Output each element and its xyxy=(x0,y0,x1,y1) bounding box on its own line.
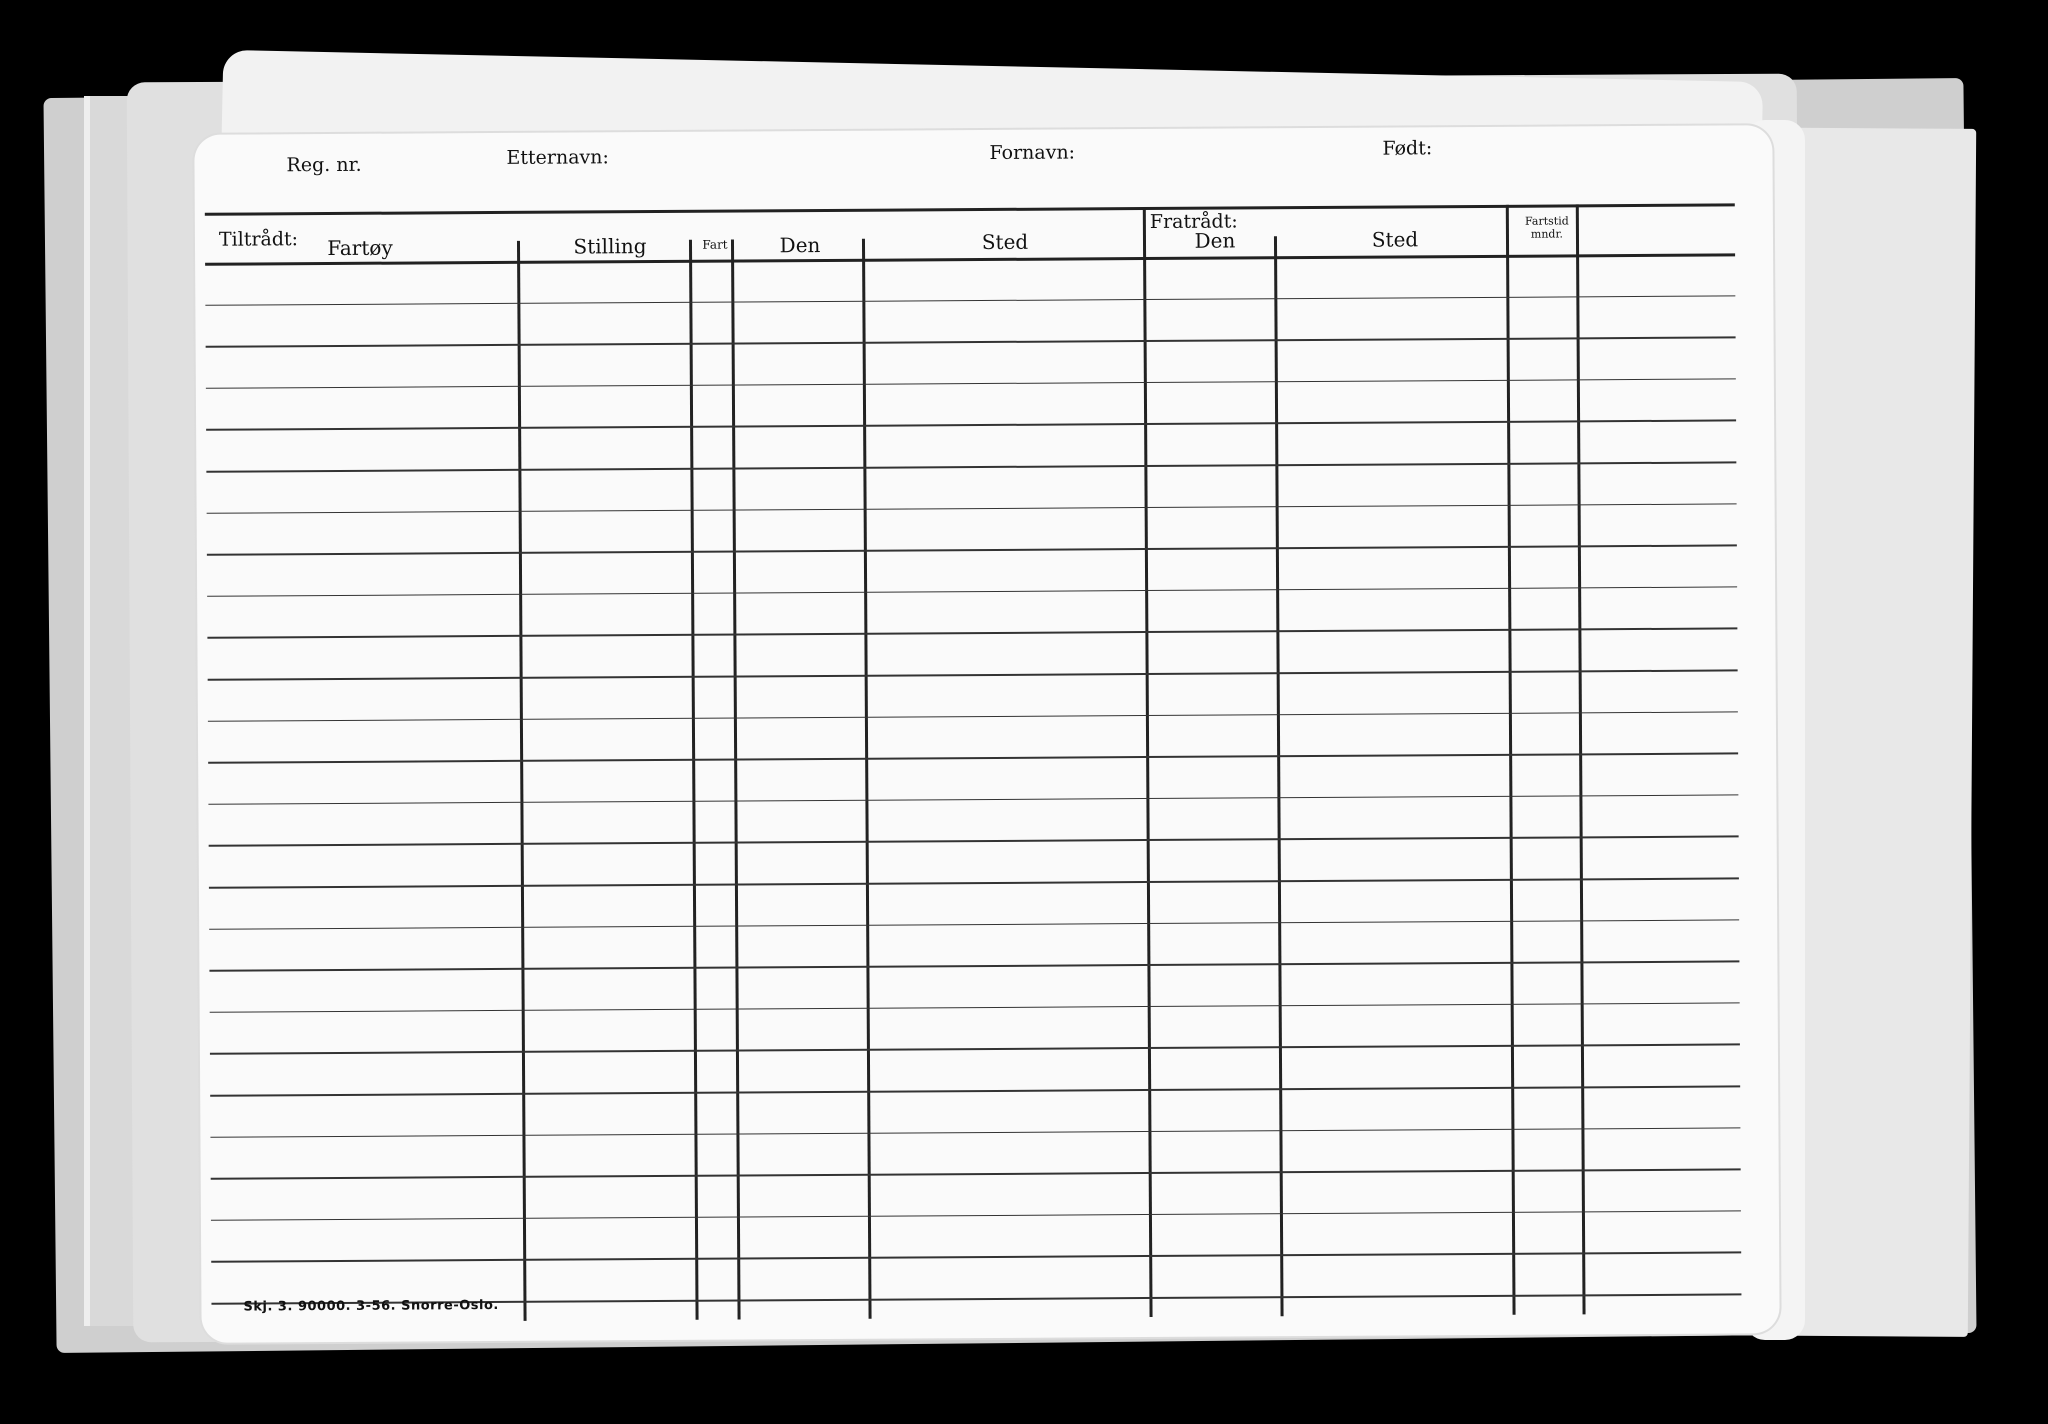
printer-imprint: Skj. 3. 90000. 3-56. Snorre-Oslo. xyxy=(243,1297,499,1315)
col-tiltradt-sted: Sted xyxy=(981,229,1029,255)
etternavn-label: Etternavn: xyxy=(506,146,609,169)
registration-card xyxy=(194,125,1779,1343)
col-fartstid-label: Fartstid xyxy=(1524,214,1569,228)
col-rule-1 xyxy=(517,241,527,1321)
col-rule-8 xyxy=(1576,204,1586,1314)
col-fratradt-sted: Sted xyxy=(1371,227,1419,252)
col-stilling: Stilling xyxy=(573,234,647,259)
col-fart: Fart xyxy=(702,237,728,252)
tiltradt-label: Tiltrådt: xyxy=(218,228,299,251)
fratradt-label: Fratrådt: xyxy=(1149,210,1238,233)
col-fratradt-den: Den xyxy=(1194,228,1236,253)
col-rule-7 xyxy=(1506,205,1516,1315)
col-rule-2 xyxy=(689,240,699,1320)
col-tiltradt-den: Den xyxy=(779,233,821,258)
fornavn-label: Fornavn: xyxy=(989,141,1076,164)
col-rule-5 xyxy=(1143,207,1153,1317)
col-fartstid xyxy=(1512,214,1582,240)
fodt-label: Født: xyxy=(1382,137,1433,160)
col-fartoy: Fartøy xyxy=(327,235,393,261)
reg-nr-label: Reg. nr. xyxy=(286,153,362,177)
col-rule-3 xyxy=(731,240,741,1320)
col-fartstid-unit: mndr. xyxy=(1530,227,1564,241)
col-rule-6 xyxy=(1274,236,1284,1316)
col-rule-4 xyxy=(862,239,872,1319)
